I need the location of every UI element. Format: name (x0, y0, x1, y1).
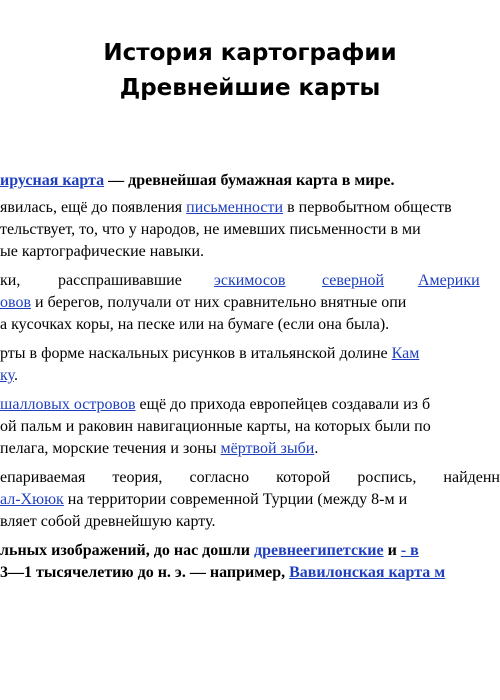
link-islands[interactable]: овов (0, 294, 31, 311)
paragraph-catalhoyuk-line-2: ал-Хююк на территории современной Турции (между 8-м и (0, 491, 408, 508)
link-marshall-islands[interactable]: шалловых островов (0, 396, 136, 413)
paragraph-catalhoyuk-line-3: вляет собой древнейшую карту. (0, 513, 216, 530)
link-north[interactable]: северной (322, 272, 385, 289)
link-valley[interactable]: Кам (391, 345, 420, 362)
paragraph-marshall-line-1: шалловых островов ещё до прихода европейцев создавали из б (0, 396, 431, 413)
link-ancient-egyptian[interactable]: древнеегипетские (253, 542, 384, 559)
link-eskimos[interactable]: эскимосов (214, 272, 286, 289)
link-papyrus-map[interactable]: ирусная карта (0, 172, 105, 189)
slide-title-line-2: Древнейшие карты (119, 75, 381, 101)
paragraph-rock-drawings-line-1: рты в форме наскальных рисунков в итальянской долине Кам (0, 345, 420, 362)
paragraph-papyrus-map: ирусная карта — древнейшая бумажная карта в мире. (0, 172, 395, 189)
link-dead-swell[interactable]: мёртвой зыби (220, 440, 315, 457)
paragraph-writing-line-1: явилась, ещё до появления письменности в первобытном обществ (0, 199, 452, 216)
paragraph-rock-drawings-line-2: ку. (0, 367, 18, 384)
paragraph-ancient-line-2: 3—1 тысячелетию до н. э. — например, Вавилонская карта м (0, 564, 446, 581)
paragraph-ancient-line-1: льных изображений, до нас дошли древнеегипетские и - в (0, 542, 419, 559)
paragraph-eskimos-line-3: а кусочках коры, на песке или на бумаге (если она была). (0, 316, 390, 333)
link-america[interactable]: Америки (418, 272, 480, 289)
link-catalhoyuk[interactable]: ал-Хююк (0, 491, 64, 508)
link-writing[interactable]: письменности (186, 199, 284, 216)
paragraph-writing-line-3: ые картографические навыки. (0, 243, 205, 260)
link-valley-cont[interactable]: ку (0, 367, 14, 384)
paragraph-catalhoyuk-line-1: епариваемая теория, согласно которой роспись, найденн (0, 469, 500, 486)
link-babylonian-map[interactable]: Вавилонская карта м (289, 564, 446, 581)
paragraph-eskimos-line-2: овов и берегов, получали от них сравнительно внятные опи (0, 294, 407, 311)
link-babylonian[interactable]: - в (400, 542, 419, 559)
paragraph-marshall-line-3: пелага, морские течения и зоны мёртвой зыби. (0, 440, 319, 457)
paragraph-marshall-line-2: ой пальм и раковин навигационные карты, на которых были по (0, 418, 431, 435)
slide-title-line-1: История картографии (103, 40, 397, 66)
paragraph-eskimos-line-1: ки, расспрашивавшие эскимосов северной Америки (0, 270, 500, 292)
paragraph-writing-line-2: тельствует, то, что у народов, не имевших письменности в ми (0, 221, 421, 238)
